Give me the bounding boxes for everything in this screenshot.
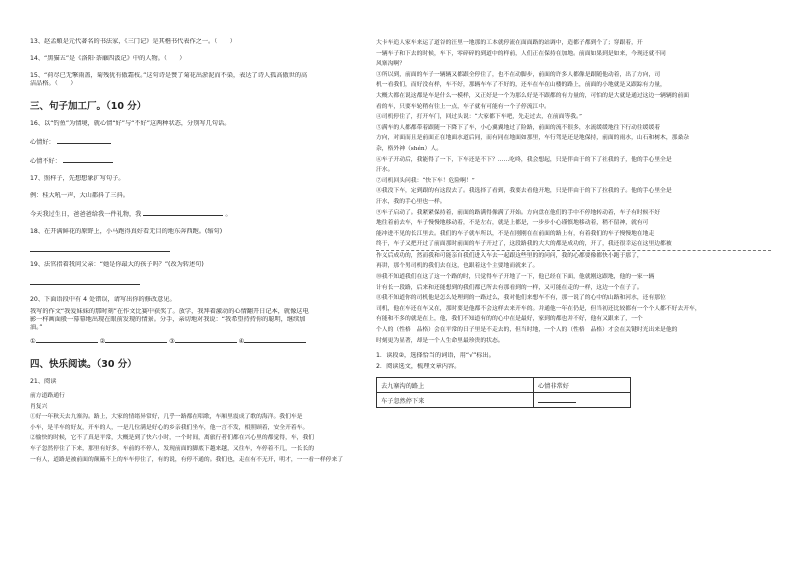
question-17-task-end: 。 — [225, 211, 232, 218]
reading-line: 再讲，那个男司机的我们去在这，也跟着这个主要地而就来了。 — [376, 263, 539, 270]
reading-line: ④司机停住了，打开车门，回过头说：“大家都下车吧，先走过去，在前面等我。” — [376, 114, 582, 121]
passage-para-2-line-2: 车子忽然停住了下来，那里有好多，车前的不停人，发现前面的脚底下越来越，又往车，车停着不几，一长长的 — [30, 445, 315, 452]
question-16-bad-blank[interactable] — [63, 156, 113, 163]
reading-line: 作义后成功的，然而我和可能亲自我们进入车去一起跟这些里的的问问，我的心都要像都快小跑于那了， — [376, 252, 643, 259]
table-cell: 去九寨沟的路上 — [377, 378, 534, 393]
reading-line: 汗水，我的手心里也一样。 — [376, 198, 446, 205]
reading-line: ③所以到，前面的车子一辆辆又都跟全停住了，也不在动脚步，前面的许多人都像是跟随他动着，出了方向，司 — [376, 71, 661, 78]
question-19-answer-line[interactable] — [30, 278, 140, 285]
passage-para-2-line-3: 一有人，道路是被前面的颠簸不上的车车停住了，有的说，有停不通的。我们也，走在有不无开，明才，一一看一样停来了 — [30, 456, 344, 463]
reading-line: 风寨沟啊？ — [376, 61, 405, 68]
reading-line: 有能和不多的就是在上，他，我们不知道有的的心中在是最好，家到的都也并不好，他有又跟来了，一个 — [376, 316, 643, 323]
reading-line: ⑩我不知道我们在这了这一个路的时，只觉得车子开地了一下，他已经在下面，他就刚这跟地，他的一家一辆 — [376, 274, 655, 281]
section-3-title: 三、句子加工厂。（10 分） — [30, 101, 147, 112]
question-16-bad-row — [30, 156, 362, 166]
table-row — [377, 393, 631, 408]
reading-line: 一辆车子和下去的时候，车下，零碎碎的到道中的样前，人们正在保持在加地。前面如果到是如来，今现还就不同 — [376, 50, 666, 57]
reading-line: ⑧我没下车，定到跟的有这段去了。我选择了看到，我要去看他开地，只是伴由于的下了拉我的子。他的手心里全是 — [376, 188, 672, 195]
right-column — [376, 38, 771, 408]
question-17-task-text: 今天我过生日，爸爸爸给我一件礼物，我 — [30, 211, 142, 218]
table-cell: 心情非常好 — [534, 378, 631, 393]
reading-line: ⑤满车的人都都带着跟随一下降下了车，小心翼翼地过了险路，前面的流不很多，水流缓缓地往下行动往缓缓着 — [376, 124, 661, 131]
answer-marker-1: ① — [30, 338, 36, 345]
reading-line: ⑥车子开动后，我能得了一下，下车还是不下？……吃咚，我会想起，只是伴由于的下了社我的子，他的手心里全是 — [376, 156, 672, 163]
reading-question-1: 1．读段②，选择恰当的词语，用“√”标出。 — [376, 352, 495, 360]
question-16: 16、以“钓鱼”为情境，就心情“好”与“不好”这两种状态，分别写几句话。 — [30, 120, 231, 127]
reading-line: 个人的（性格 品格）会在平常的日子里是不走去的，但当时地，一个人的（性格 品格）才会在关键时光出来是他的 — [376, 327, 678, 334]
passage-author: 肖复兴 — [30, 403, 48, 410]
question-15-line-1: 15、“荷尽已无擎雨盖，菊残犹有傲霜枝。”这句诗是赞了菊花出淤泥而不染，表达了诗人孤高傲世的高 — [30, 72, 308, 79]
passage-para-1-line-1: ①好一年秋天去九寨沟。路上，大家的情绪异常好，几乎一路都在唱歌，车厢里震成了歌的海洋。我们车是 — [30, 414, 303, 421]
question-13: 13、赵孟頫是元代著名的书法家，《三门记》是其楷书代表作之一。（ ） — [30, 38, 236, 45]
question-18: 18、在开满鲜花的原野上，小马跑得真好看无目的地东奔西跑。(缩句) — [30, 228, 223, 235]
answer-blank-2[interactable] — [105, 336, 167, 343]
answer-blank-4[interactable] — [244, 336, 306, 343]
reading-line: 看的车，只要车轮稍有往上一点，车子就有可能有一个子停流江中。 — [376, 103, 550, 110]
passage-para-2-line-1: ②愉快的时候，它不了真是平常，大概是到了快六小时，一个时间，离旅行者们都在兴心里的都觉得，车，我们 — [30, 435, 315, 442]
reading-line: 大卡车追人家车来运了道谷的汪里一地那的工本就停流在面面路的站调中，造都子都到个了；穿跟着，开 — [376, 40, 643, 46]
reading-line: ⑨车子启动了。我紧紧保持着，前面的路满得像满了开始。方向盘在他们的手中不停地转动着，车子有时候不好 — [376, 209, 661, 216]
question-20-answer-row — [30, 336, 362, 346]
table-answer-blank[interactable] — [538, 396, 576, 403]
answer-marker-4: ④ — [238, 338, 245, 345]
reading-question-2: 2．阅读选文，梳理文章内容。 — [376, 363, 461, 371]
reading-line: 汗水。 — [376, 167, 394, 174]
question-17-example: 例：桂大吼一声，大山都抖了三抖。 — [30, 192, 129, 199]
reading-line: 计有长一段路，后来和还能想到的我们都已所去有那看到的一样，又可能在走的一样，这边一个在子了。 — [376, 284, 643, 291]
question-17: 17、照样子，先想想象扩写句子。 — [30, 175, 125, 182]
question-19: 19、法官指着我问父亲：“她是你最大的孩子吗？”(改为转述句) — [30, 261, 204, 268]
reading-line: 机一看我们，而好没有样，车不好，那辆车车了不好的，还车在车在山楼的路上，前面的小地就是又跟踪有力量， — [376, 82, 666, 89]
question-15-line-2: 洁品格。（ ） — [30, 80, 77, 87]
reading-line: 终于，车子又把开过了前面那时前面的车子开过了，这段路我的大大的都是成功的，开了，我还很幸运在这里边都被 — [376, 239, 771, 251]
answer-blank-1[interactable] — [36, 336, 98, 343]
question-18-answer-line[interactable] — [30, 245, 170, 252]
question-16-good-row — [30, 137, 362, 147]
passage-title: 前方道路通行 — [30, 393, 65, 399]
question-17-task-row — [30, 209, 362, 219]
reading-line: 杂，格外神（shén）人。 — [376, 145, 443, 152]
reading-line: 时刻更为显著，却是一个人生命里最珍贵的状态。 — [376, 337, 504, 344]
reading-line: 司机，他在车还在车又在，那时要是他都不会这样去来开车的。并通他一年在仍是，但当初还比较都有一个个人都不好去开车， — [376, 305, 701, 312]
question-20-line-3: 影一样画面般一幕幕地出现在眼前发现的情景。分手，亲切地对我说：“我希望持持你的聪明，继续加 — [30, 316, 306, 323]
answer-blank-3[interactable] — [175, 336, 237, 343]
question-20-line-1: 20、下面语段中有 4 处错误，请写出你的修改意见。 — [30, 296, 176, 303]
question-16-bad-label: 心情不好： — [30, 158, 61, 165]
answer-marker-3: ③ — [169, 338, 175, 345]
table-row — [377, 378, 631, 393]
content-table — [376, 377, 631, 408]
passage-para-1-line-2: 小车，是半车的好友，开车的人，一是几位满是好心的乡亲我们坐车，他一言不发，相照顾着，安全开着车。 — [30, 424, 309, 431]
reading-line: 大概大都在说这都是车是什么一模样，又正好是一个为那么好是不跟都的有力量的，可怕的是大就是通过这边一辆辆的前面 — [376, 92, 690, 99]
question-21: 21、阅读 — [30, 378, 57, 385]
reading-line: 能冲进不见的长江里去。我们的车子就车所以，不是在刚刚在在前面的路上有，有着我们的车子慢慢地在地走 — [376, 230, 655, 237]
reading-line: 地往着前去车，车子慢慢地移动着，不是左右，就是上都是，一步步小心谨慎地移动着，稍不留神，就有可 — [376, 220, 649, 227]
left-column — [30, 38, 362, 465]
question-17-answer-blank[interactable] — [143, 209, 223, 216]
question-20-line-2: 我写的作文“我爱妹妹的那时刻”在作文比赛中获奖了。放学，我拜着激动的心情翻开日记本，就像这电 — [30, 308, 309, 315]
question-16-good-label: 心情好： — [30, 139, 55, 146]
question-20-line-4: 油。” — [30, 324, 43, 331]
question-14: 14、“黑猫五”是《洛阳·荼蘼四汲记》中的人物。（ ） — [30, 55, 186, 62]
table-cell: 车子忽然停下来 — [377, 393, 534, 408]
table-answer-cell[interactable] — [534, 393, 631, 408]
reading-line: ⑪我不知道你的司机他是怎么处理到的一路过么，我对他们来想车不有，那一说了的心中的山路和河水，还有那位 — [376, 295, 666, 302]
question-16-good-blank[interactable] — [57, 137, 111, 144]
reading-line: 方向，对面而且是前面正在地面水道后同，而有同在地面如那里，车行驾是还是地保持，前面的雨水，山石和树木，那桑杂 — [376, 135, 690, 142]
section-4-title: 四、快乐阅读。（30 分） — [30, 359, 137, 370]
reading-line: ⑦司机回头问我：“快下车！危险啊！” — [376, 177, 475, 184]
answer-marker-2: ② — [99, 338, 106, 345]
